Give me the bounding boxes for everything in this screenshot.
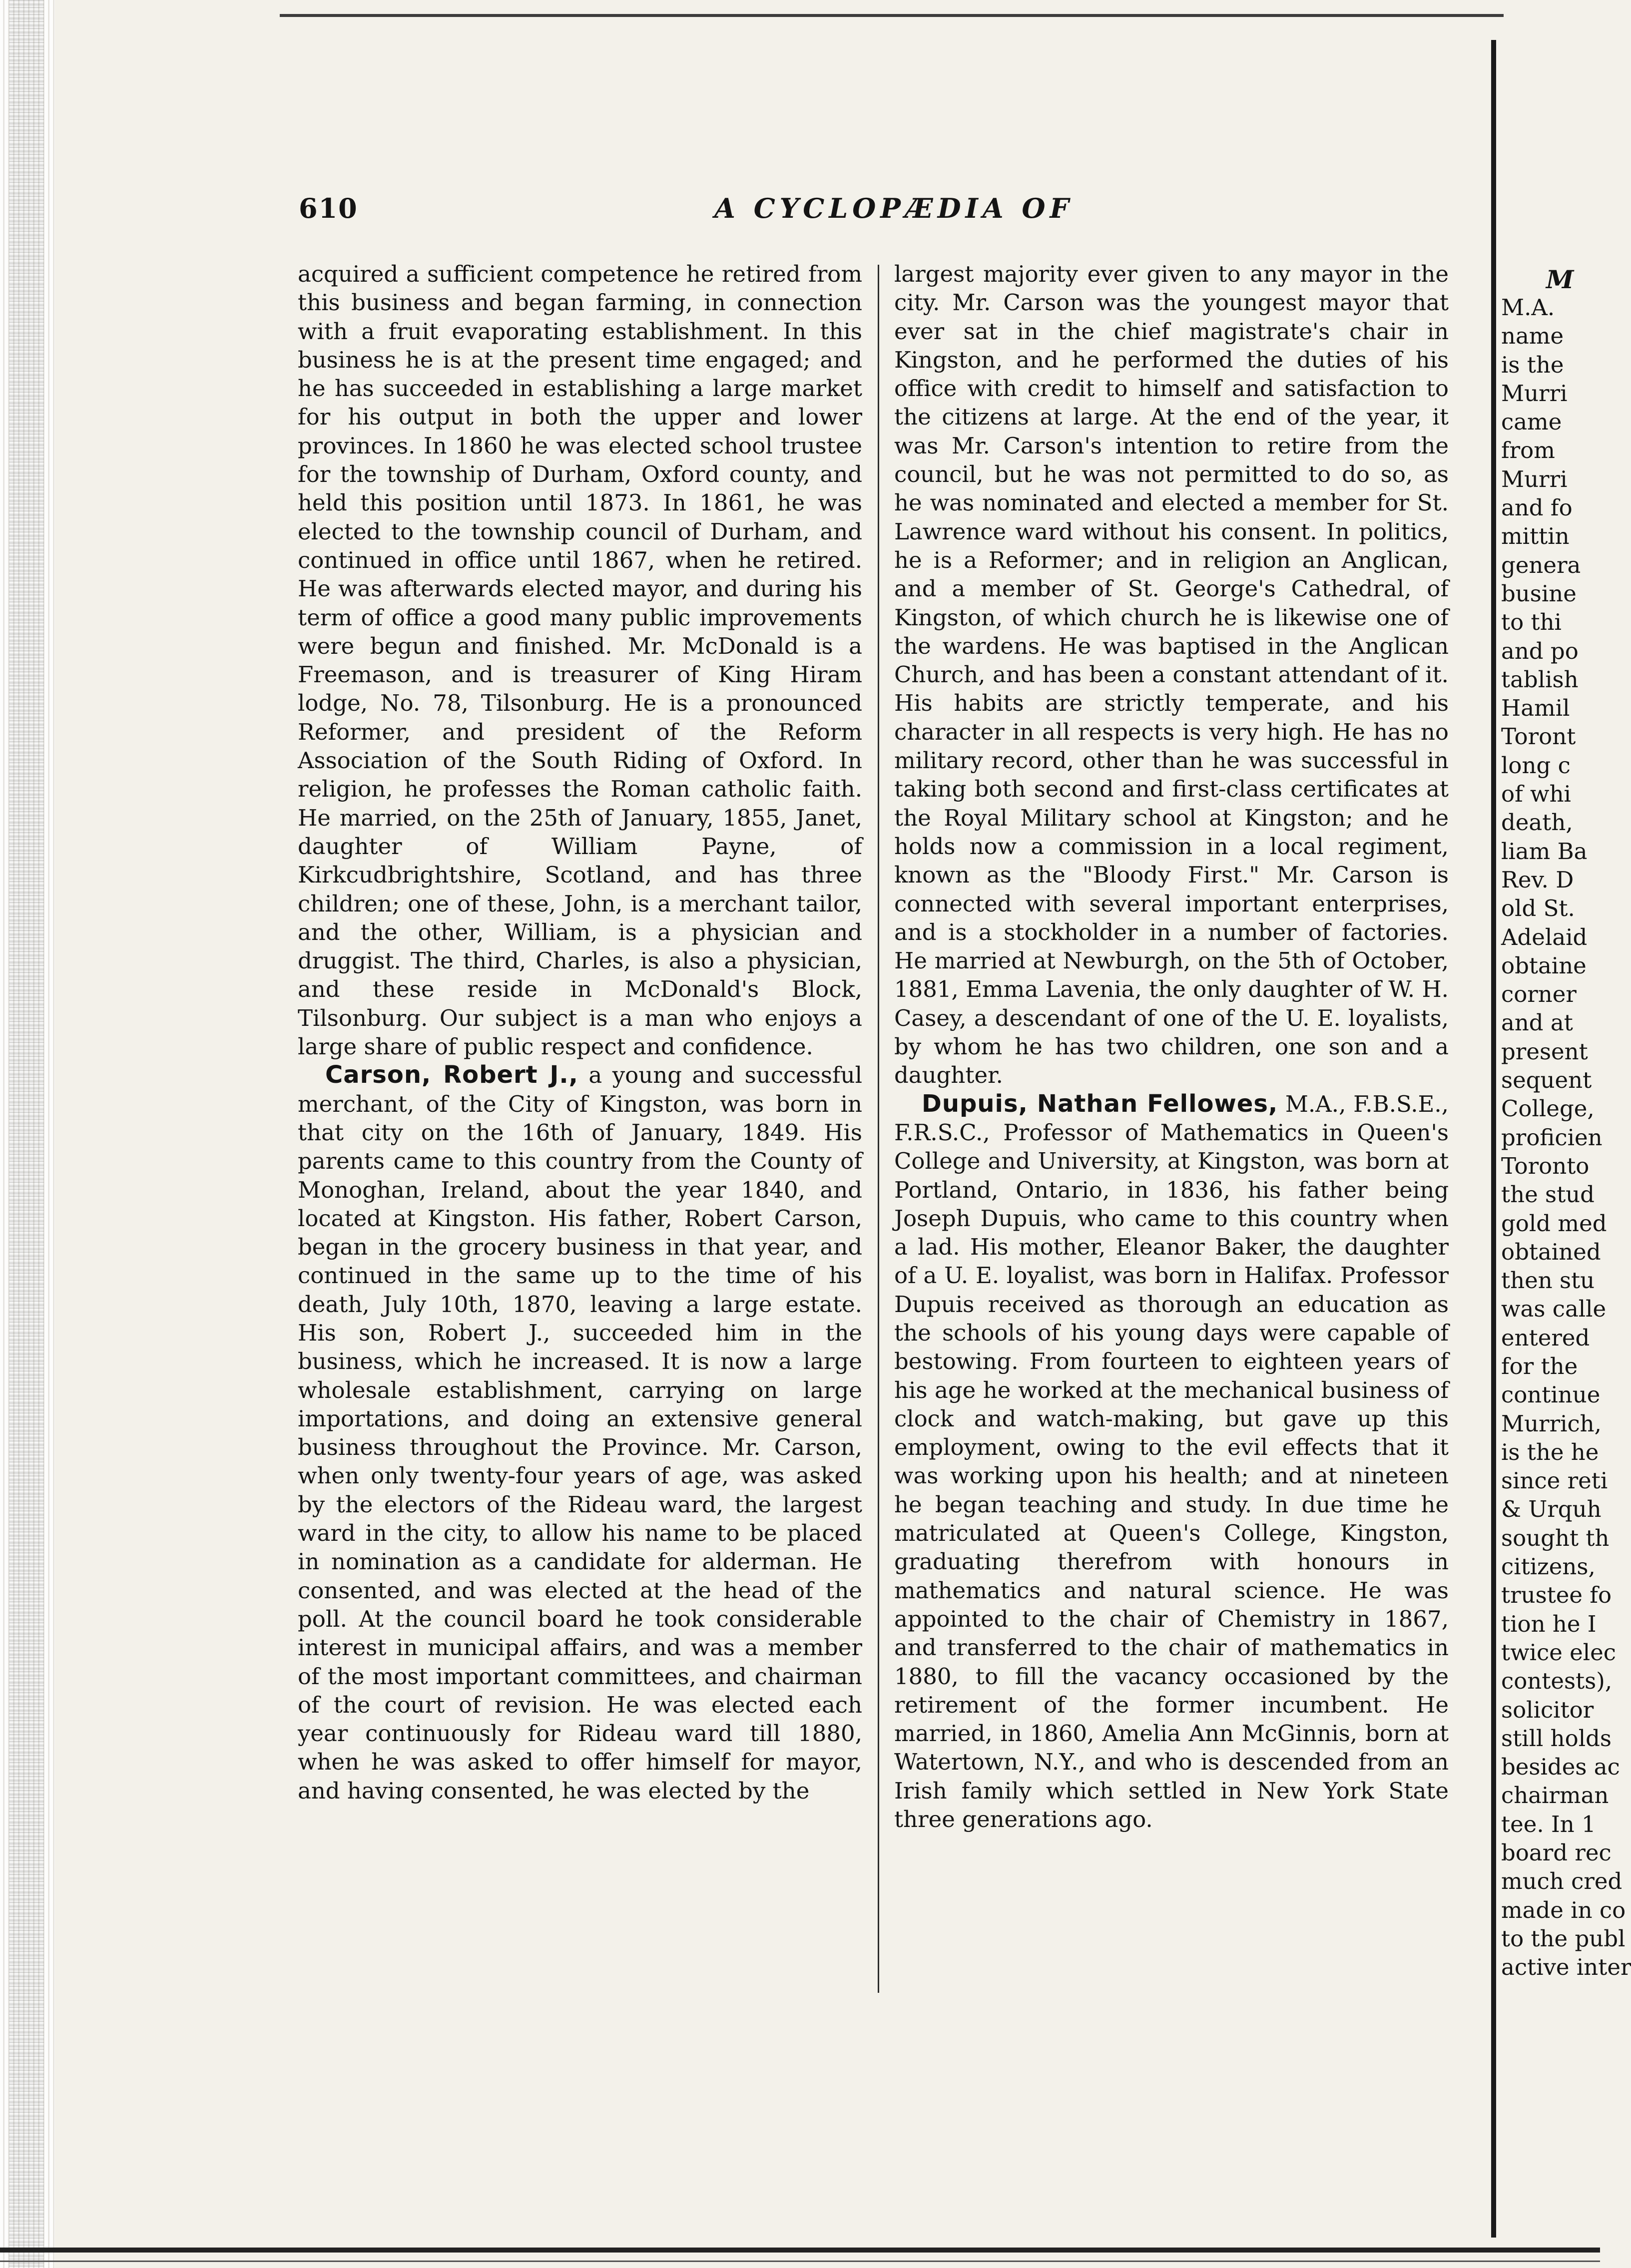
next-page-line: obtaine: [1501, 952, 1587, 979]
next-page-line: liam Ba: [1501, 838, 1588, 865]
next-page-line: Murrich,: [1501, 1410, 1602, 1437]
dupuis-entry: [894, 1090, 1449, 1834]
next-page-line: name: [1501, 323, 1564, 350]
next-page-line: solicitor: [1501, 1696, 1594, 1723]
next-page-line: since reti: [1501, 1467, 1608, 1494]
next-page-line: and po: [1501, 637, 1579, 664]
next-page-line: obtained: [1501, 1238, 1601, 1265]
next-page-line: besides ac: [1501, 1754, 1620, 1781]
next-page-line: Toront: [1501, 723, 1576, 750]
next-page-line: contests),: [1501, 1668, 1613, 1695]
next-page-line: genera: [1501, 551, 1581, 578]
column-rule: [878, 265, 879, 1993]
next-page-line: then stu: [1501, 1267, 1595, 1294]
next-page-line: M.A.: [1501, 294, 1555, 321]
next-page-line: for the: [1501, 1353, 1578, 1379]
next-page-line: corner: [1501, 981, 1577, 1008]
next-page-header: M: [1546, 265, 1574, 294]
next-page-line: is the: [1501, 351, 1564, 378]
next-page-line: Rev. D: [1501, 866, 1574, 893]
next-page-line: continue: [1501, 1381, 1601, 1408]
next-page-line: is the he: [1501, 1438, 1599, 1465]
next-page-edge: [1491, 40, 1496, 2238]
next-page-line: busine: [1501, 580, 1577, 607]
carson-entry: [298, 1061, 862, 1805]
left-column: [298, 260, 862, 1805]
next-page-line: from: [1501, 437, 1555, 464]
next-page-line: board rec: [1501, 1839, 1612, 1866]
next-page-line: long c: [1501, 752, 1571, 779]
next-page-line: present: [1501, 1038, 1588, 1065]
next-page-line: to the publ: [1501, 1925, 1626, 1952]
page-number: 610: [299, 192, 358, 224]
next-page-line: came: [1501, 409, 1562, 436]
middle-column: [894, 260, 1449, 1833]
next-page-line: made in co: [1501, 1896, 1626, 1923]
next-page-line: death,: [1501, 809, 1573, 836]
entry-name-carson: Carson, Robert J.,: [325, 1061, 578, 1089]
next-page-line: the stud: [1501, 1181, 1595, 1208]
next-page-line: and at: [1501, 1009, 1573, 1036]
scan-edge: [0, 0, 55, 2268]
next-page-line: of whi: [1501, 781, 1571, 808]
dupuis-entry-text: M.A., F.B.S.E., F.R.S.C., Professor of Mathematics in Queen's College and University, at Kingston, was born at Portland, Ontario, in 1836, his father being Joseph Dupuis, who came to this country when a lad. His mother, Eleanor Baker, the daughter of a U. E. loyalist, was born in Halifax. Professor Dupuis received as thorough an education as the schools of his young days were capable of bestowing. From fourteen to eighteen years of his age he worked at the mechanical business of clock and watch-making, but gave up this employment, owing to the evil effects that it was working upon his health; and at nineteen he began teaching and study. In due time he matriculated at Queen's College, Kingston, graduating therefrom with honours in mathematics and natural science. He was appointed to the chair of Chemistry in 1867, and transferred to the chair of mathematics in 1880, to fill the vacancy occasioned by the retirement of the former incumbent. He married, in 1860, Amelia Ann McGinnis, born at Watertown, N.Y., and who is descended from an Irish family which settled in New York State three generations ago.: [894, 1090, 1449, 1833]
top-rule: [280, 14, 1504, 17]
next-page-line: proficien: [1501, 1124, 1603, 1151]
next-page-line: twice elec: [1501, 1639, 1616, 1666]
next-page-line: Murri: [1501, 380, 1568, 407]
next-page-line: gold med: [1501, 1210, 1607, 1237]
next-page-line: Adelaid: [1501, 923, 1588, 950]
next-page-line: and fo: [1501, 494, 1573, 521]
next-page-line: old St.: [1501, 895, 1575, 922]
next-page-line: Hamil: [1501, 695, 1570, 722]
next-page-line: sequent: [1501, 1067, 1592, 1094]
next-page-line: to thi: [1501, 609, 1562, 636]
bottom-rule-thin: [0, 2261, 1600, 2262]
next-page-line: Murri: [1501, 465, 1568, 492]
next-page-line: citizens,: [1501, 1553, 1596, 1580]
next-page-line: much cred: [1501, 1868, 1623, 1895]
next-page-line: tablish: [1501, 666, 1579, 693]
entry-name-dupuis: Dupuis, Nathan Fellowes,: [922, 1089, 1278, 1118]
next-page-fragment: [1501, 265, 1631, 1982]
next-page-line: tion he I: [1501, 1610, 1597, 1637]
next-page-line: entered: [1501, 1324, 1590, 1351]
carson-continuation: largest majority ever given to any mayor in the city. Mr. Carson was the youngest mayor that ever sat in the chief magistrate's chair in Kingston, and he performed the duties of his office with credit to himself and satisfaction to the citizens at large. At the end of the year, it was Mr. Carson's intention to retire from the council, but he was not permitted to do so, as he was nominated and elected a member for St. Lawrence ward without his consent. In politics, he is a Reformer; and in religion an Anglican, and a member of St. George's Cathedral, of Kingston, of which church he is likewise one of the wardens. He was baptised in the Anglican Church, and has been a constant attendant of it. His habits are strictly temperate, and his character in all respects is very high. He has no military record, other than he was successful in taking both second and first-class certificates at the Royal Military school at Kingston; and he holds now a commission in a local regiment, known as the "Bloody First." Mr. Carson is connected with several important enterprises, and is a stockholder in a number of factories. He married at Newburgh, on the 5th of October, 1881, Emma Lavenia, the only daughter of W. H. Casey, a descendant of one of the U. E. loyalists, by whom he has two children, one son and a daughter.: [894, 261, 1449, 1089]
carson-entry-text: a young and successful merchant, of the City of Kingston, was born in that city on the 16th of January, 1849. His parents came to this country from the County of Monoghan, Ireland, about the year 1840, and located at Kingston. His father, Robert Carson, began in the grocery business in that year, and continued in the same up to the time of his death, July 10th, 1870, leaving a large estate. His son, Robert J., succeeded him in the business, which he increased. It is now a large wholesale establishment, carrying on large importations, and doing an extensive general business throughout the Province. Mr. Carson, when only twenty-four years of age, was asked by the electors of the Rideau ward, the largest ward in the city, to allow his name to be placed in nomination as a candidate for alderman. He consented, and was elected at the head of the poll. At the council board he took considerable interest in municipal affairs, and was a member of the most important committees, and chairman of the court of revision. He was elected each year continuously for Rideau ward till 1880, when he was asked to offer himself for mayor, and having consented, he was elected by the: [298, 1062, 862, 1804]
next-page-line: tee. In 1: [1501, 1811, 1596, 1837]
next-page-line: sought th: [1501, 1524, 1610, 1551]
mcdonald-continuation: acquired a sufficient competence he retired from this business and began farming, in connection with a fruit evaporating establishment. In this business he is at the present time engaged; and he has succeeded in establishing a large market for his output in both the upper and lower provinces. In 1860 he was elected school trustee for the township of Durham, Oxford county, and held this position until 1873. In 1861, he was elected to the township council of Durham, and continued in office until 1867, when he retired. He was afterwards elected mayor, and during his term of office a good many public improvements were begun and finished. Mr. McDonald is a Freemason, and is treasurer of King Hiram lodge, No. 78, Tilsonburg. He is a pronounced Reformer, and president of the Reform Association of the South Riding of Oxford. In religion, he professes the Roman catholic faith. He married, on the 25th of January, 1855, Janet, daughter of William Payne, of Kirkcudbrightshire, Scotland, and has three children; one of these, John, is a merchant tailor, and the other, William, is a physician and druggist. The third, Charles, is also a physician, and these reside in McDonald's Block, Tilsonburg. Our subject is a man who enjoys a large share of public respect and confidence.: [298, 261, 862, 1060]
next-page-line: chairman: [1501, 1782, 1609, 1809]
next-page-line: Toronto: [1501, 1152, 1590, 1179]
next-page-line: still holds: [1501, 1725, 1612, 1752]
running-head: A CYCLOPÆDIA OF: [714, 192, 1074, 224]
next-page-line: active inter: [1501, 1954, 1631, 1981]
next-page-line: trustee fo: [1501, 1582, 1612, 1609]
bottom-rule: [0, 2248, 1600, 2253]
next-page-line: & Urquh: [1501, 1496, 1602, 1523]
next-page-line: College,: [1501, 1095, 1595, 1122]
next-page-line: was calle: [1501, 1296, 1607, 1323]
next-page-line: mittin: [1501, 523, 1570, 550]
